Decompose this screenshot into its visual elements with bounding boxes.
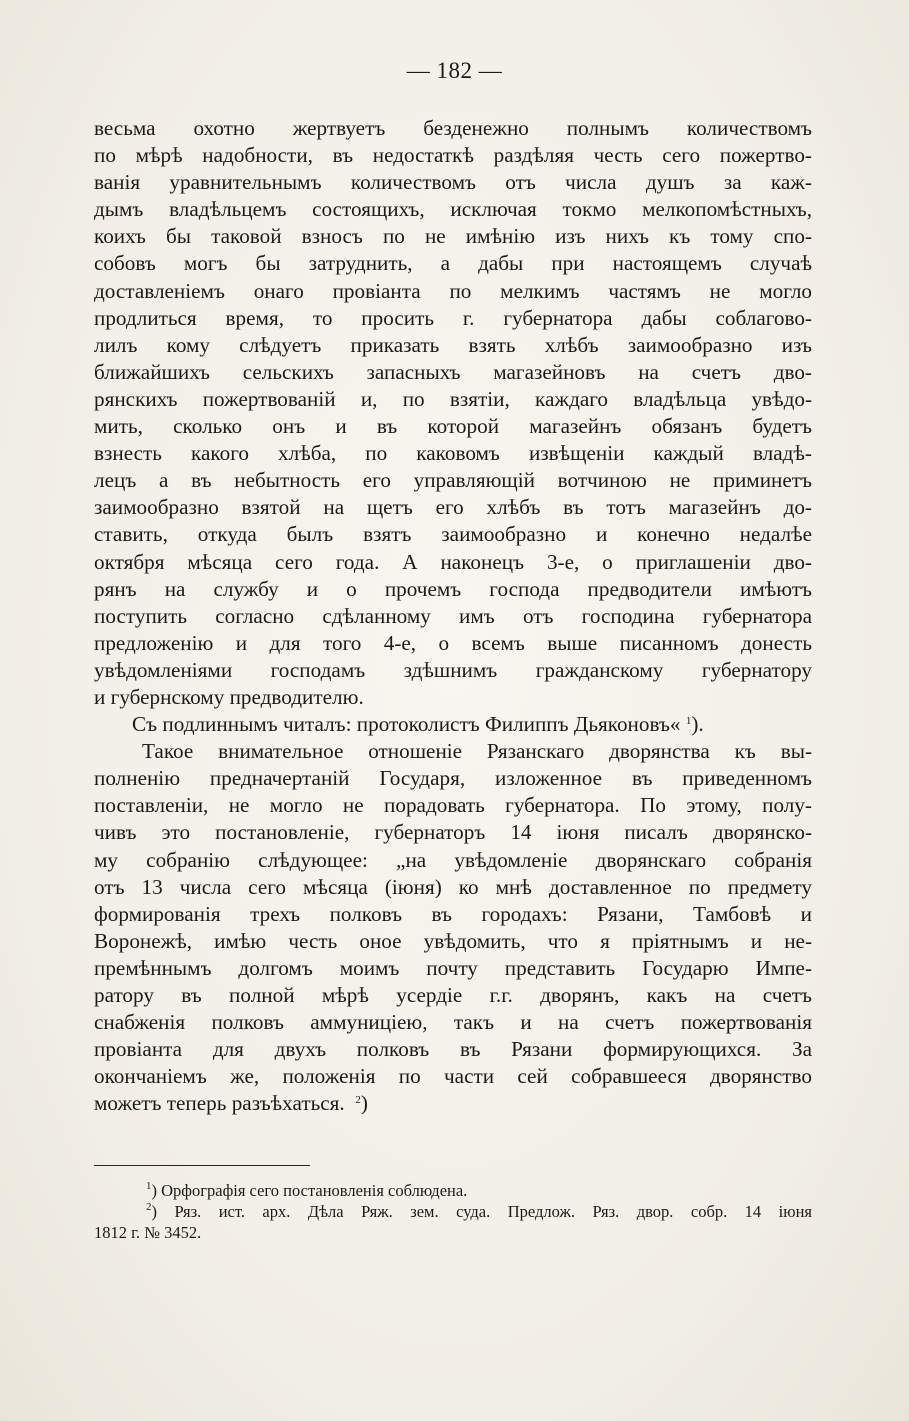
text-line: ванія уравнительнымъ количествомъ отъ числа душъ за каж-: [94, 170, 812, 195]
text-line: рянскихъ пожертвованій и, по взятіи, каждаго владѣльца увѣдо-: [94, 386, 812, 411]
footnote-number: 1: [146, 1180, 152, 1192]
text-line: чивъ это постановленіе, губернаторъ 14 іюня писалъ дворянско-: [94, 820, 812, 845]
text-line: увѣдомленіями господамъ здѣшнимъ гражданскому губернатору: [94, 657, 812, 682]
text-line: мить, сколько онъ и въ которой магазейнъ обязанъ будетъ: [94, 414, 812, 439]
text-line: лилъ кому слѣдуетъ приказать взять хлѣбъ заимообразно изъ: [94, 332, 812, 357]
text-line: премѣннымъ долгомъ моимъ почту представить Государю Импе-: [94, 955, 812, 980]
paragraph-2: [94, 738, 812, 1117]
footnote-2: [94, 1201, 812, 1222]
text-line: ближайшихъ сельскихъ запасныхъ магазейновъ на счетъ дво-: [94, 359, 812, 384]
footnote-divider: [94, 1165, 310, 1166]
paragraph-1: [94, 115, 812, 711]
text-line-with-note: [94, 1090, 812, 1117]
text-line: полненію предначертаній Государя, изложенное въ приведенномъ: [94, 766, 812, 791]
footnote-2-continuation: 1812 г. № 3452.: [94, 1223, 202, 1242]
text-line: Такое внимательное отношеніе Рязанскаго дворянства къ вы-: [142, 739, 812, 764]
text-line: поступить согласно сдѣланному имъ отъ господина губернатора: [94, 603, 812, 628]
text-line: лецъ а въ небытность его управляющій вотчиною не приминетъ: [94, 468, 812, 493]
signature-text: Съ подлиннымъ читалъ: протоколистъ Филиппъ Дьяконовъ«: [132, 712, 681, 737]
text-line: поставленіи, не могло не порадовать губернатора. По этому, полу-: [94, 793, 812, 818]
text-line: ставить, откуда былъ взятъ заимообразно и конечно недалѣе: [94, 522, 812, 547]
text-line: дымъ владѣльцемъ состоящихъ, исключая токмо мелкопомѣстныхъ,: [94, 197, 812, 222]
signature-tail: ).: [691, 712, 704, 737]
text-line: октября мѣсяца сего года. А наконецъ 3-е, о приглашеніи дво-: [94, 549, 812, 574]
footnote-ref: 2: [355, 1094, 361, 1107]
text-line: формированія трехъ полковъ въ городахъ: Рязани, Тамбовѣ и: [94, 901, 812, 926]
text-line: му собранію слѣдующее: „на увѣдомленіе дворянскаго собранія: [94, 847, 812, 872]
text-line: собовъ могъ бы затруднить, а дабы при настоящемъ случаѣ: [94, 251, 812, 276]
text-line: провіанта для двухъ полковъ въ Рязани формирующихся. За: [94, 1037, 812, 1062]
note-tail: ): [360, 1091, 368, 1116]
signature-line: [94, 711, 812, 738]
footnote-1: [94, 1180, 812, 1201]
page-number: — 182 —: [406, 58, 503, 83]
text-line: можетъ теперь разъѣхаться.: [94, 1091, 345, 1116]
footnote-number: 2: [146, 1201, 152, 1213]
text-line: по мѣрѣ надобности, въ недостаткѣ раздѣляя честь сего пожертво-: [94, 143, 812, 168]
body-text: [94, 115, 812, 1117]
text-line: окончаніемъ же, положенія по части сей собравшееся дворянство: [94, 1064, 812, 1089]
text-line: взнесть какого хлѣба, по каковомъ извѣщеніи каждый владѣ-: [94, 441, 812, 466]
text-line: предложенію и для того 4-е, о всемъ выше писанномъ донесть: [94, 630, 812, 655]
text-line: и губернскому предводителю.: [94, 684, 364, 709]
text-line: ратору въ полной мѣрѣ усердіе г.г. дворянъ, какъ на счетъ: [94, 983, 812, 1007]
text-line: заимообразно взятой на щетъ его хлѣбъ въ тотъ магазейнъ до-: [94, 495, 812, 520]
footnotes: [94, 1180, 812, 1243]
text-line: снабженія полковъ аммуниціею, такъ и на счетъ пожертвованія: [94, 1010, 812, 1035]
footnote-ref: 1: [685, 715, 692, 728]
text-line: продлиться время, то просить г. губернатора дабы соблагово-: [94, 305, 812, 330]
footnote-text: ) Ряз. ист. арх. Дѣла Ряж. зем. суда. Предлож. Ряз. двор. собр. 14 іюня: [151, 1202, 812, 1221]
text-line: отъ 13 числа сего мѣсяца (іюня) ко мнѣ доставленное по предмету: [94, 874, 812, 899]
text-line: весьма охотно жертвуетъ безденежно полнымъ количествомъ: [94, 116, 812, 140]
footnote-text: ) Орфографія сего постановленія соблюдена.: [151, 1181, 468, 1200]
text-line: Воронежѣ, имѣю честь оное увѣдомить, что я пріятнымъ и не-: [94, 928, 812, 953]
text-line: доставленіемъ онаго провіанта по мелкимъ частямъ не могло: [94, 278, 812, 303]
text-line: коихъ бы таковой взносъ по не имѣнію изъ нихъ къ тому спо-: [94, 224, 812, 249]
text-line: рянъ на службу и о прочемъ господа предводители имѣютъ: [94, 576, 812, 601]
